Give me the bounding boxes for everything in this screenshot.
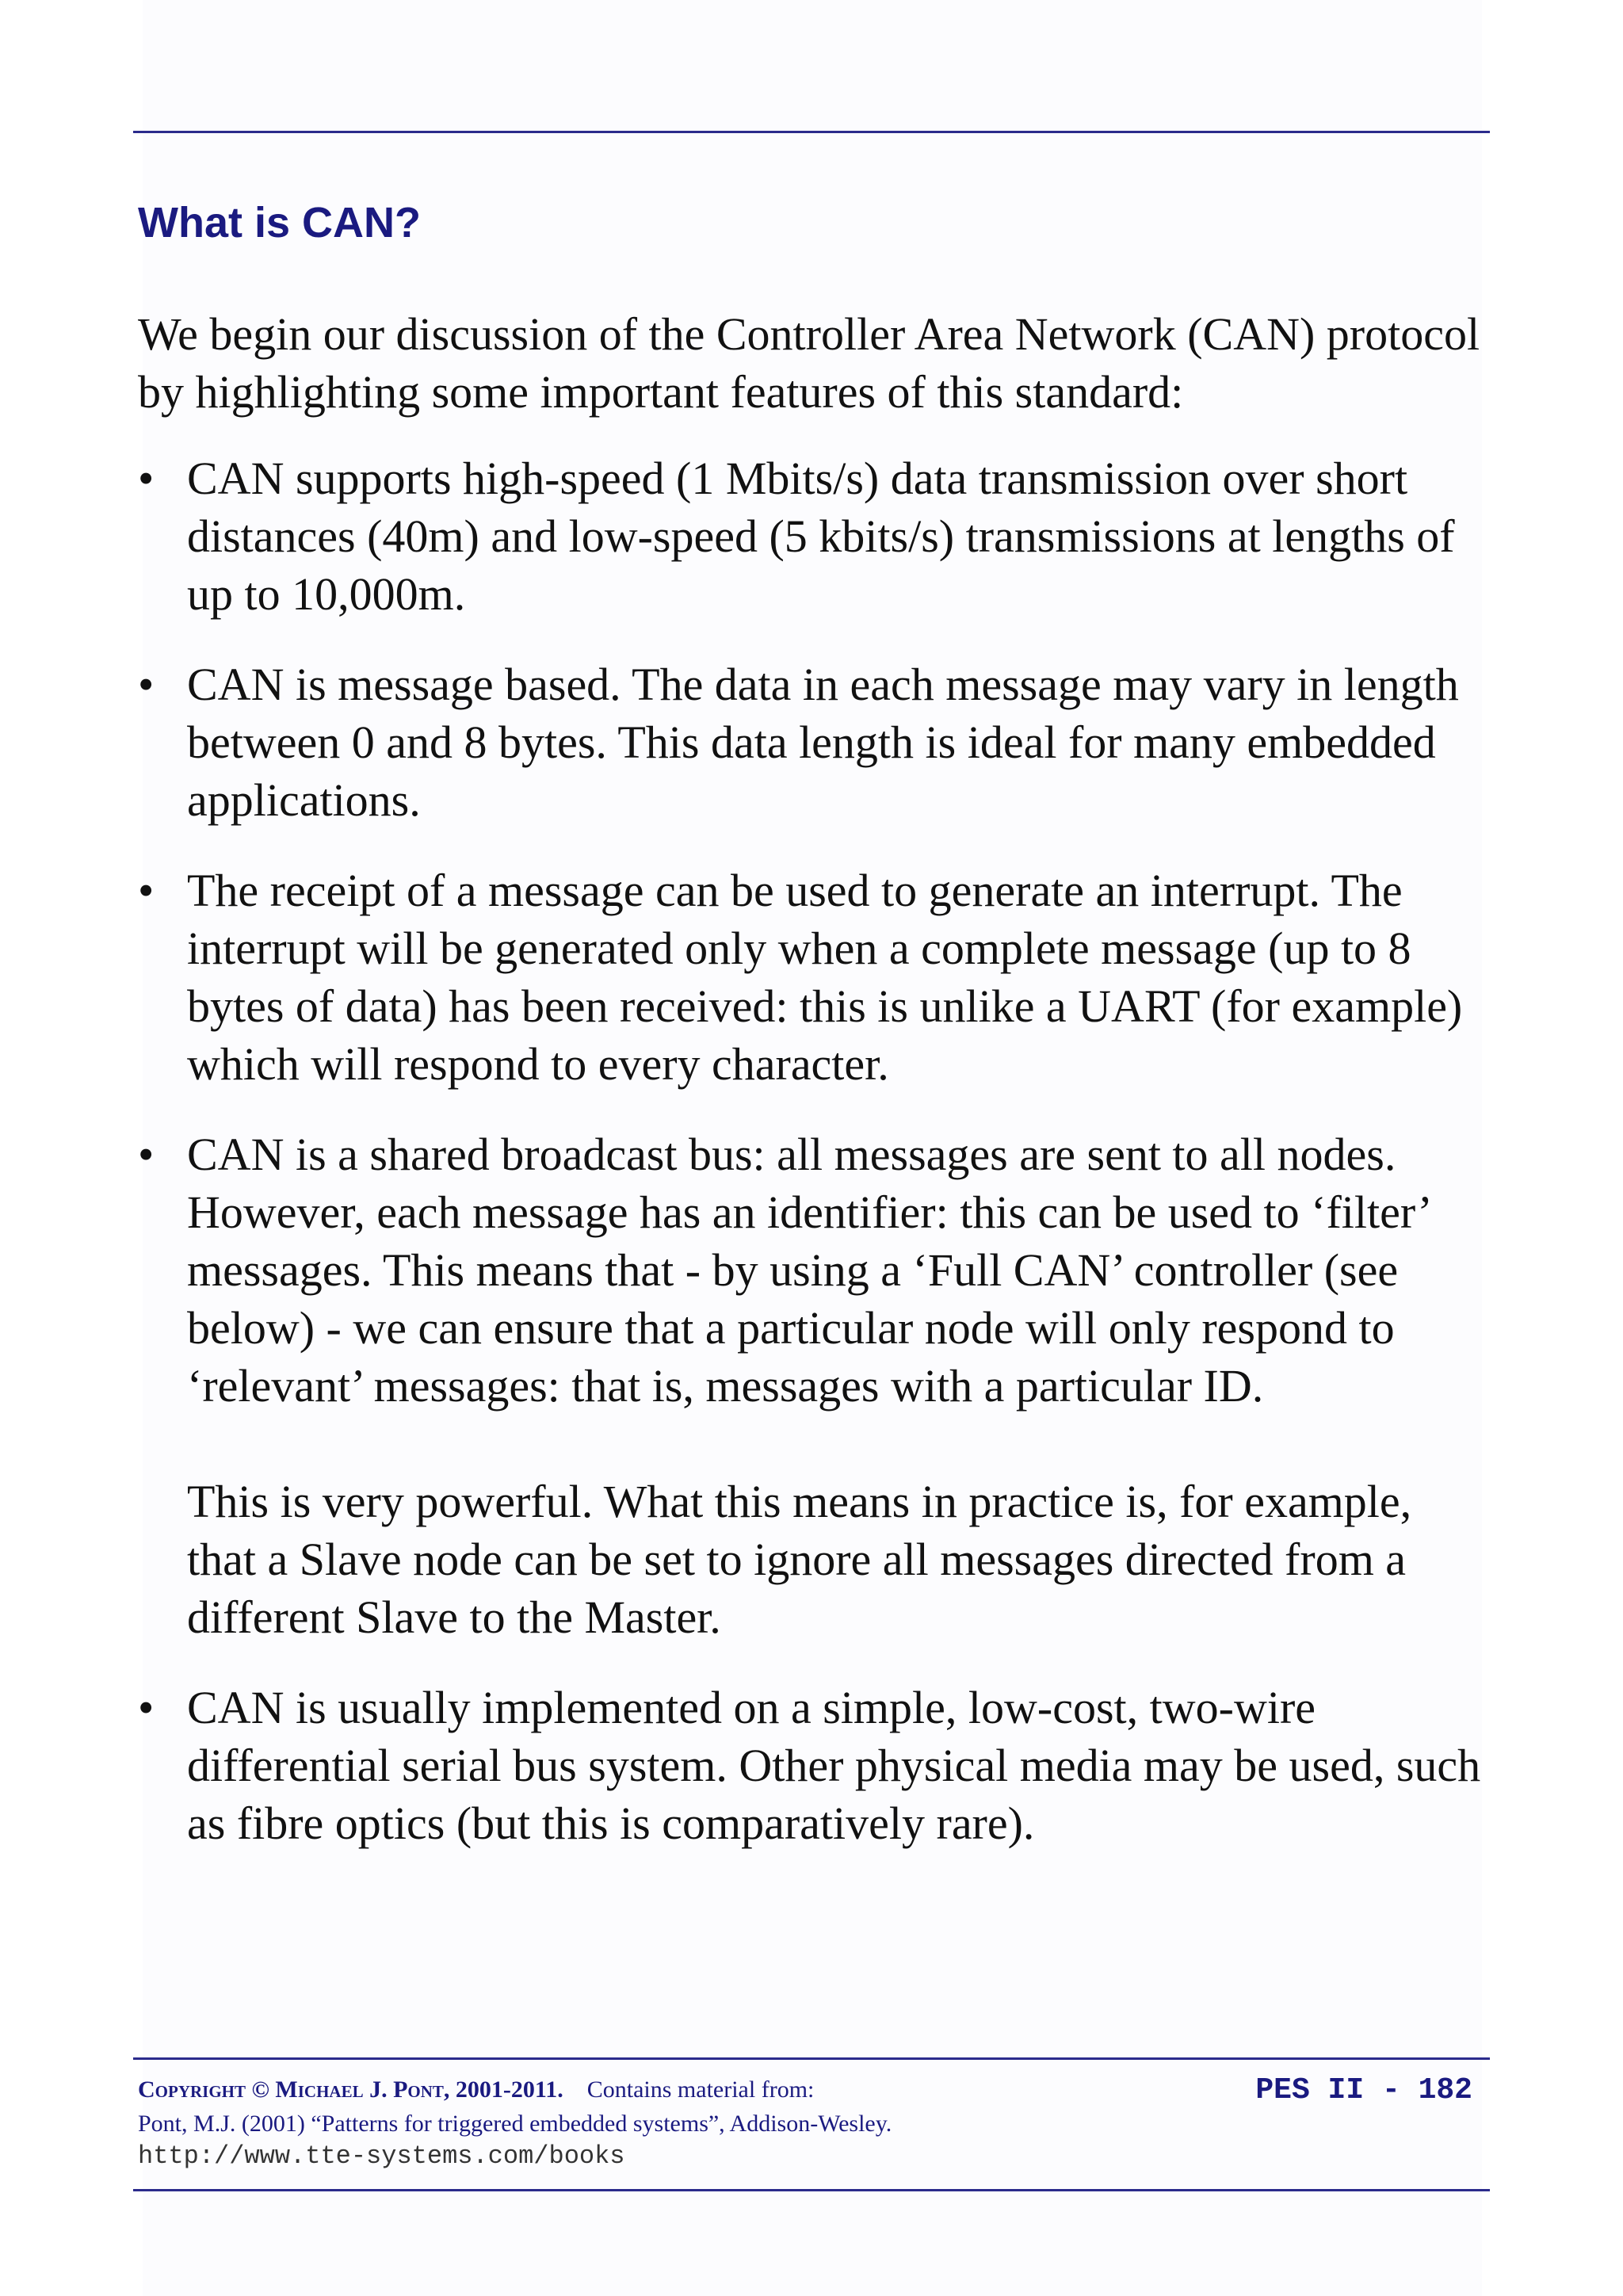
bullet-text: CAN is usually implemented on a simple, low-cost, two-wire differential serial bus system. Other physical media may be used, such as fibre optics (but this is comparatively rare).: [187, 1682, 1481, 1849]
footer-copyright-line: [138, 2074, 814, 2106]
bullet-item: [138, 861, 1485, 1093]
bullet-continuation-text: This is very powerful. What this means in practice is, for example, that a Slave node can be set to ignore all messages directed from a different Slave to the Master.: [187, 1476, 1412, 1643]
bullet-dot-icon: •: [138, 1129, 155, 1180]
footer-top-rule: [133, 2057, 1490, 2060]
bullet-item: [138, 655, 1485, 829]
copyright-notice: Copyright © Michael J. Pont, 2001-2011.: [138, 2076, 563, 2103]
page-title: What is CAN?: [138, 199, 421, 246]
footer-url: http://www.tte-systems.com/books: [138, 2141, 625, 2171]
bullet-item: [138, 449, 1485, 623]
bullet-text: CAN is a shared broadcast bus: all messages are sent to all nodes. However, each message has an identifier: this can be used to ‘filter’ messages. This means that - by using a ‘Full CAN’ controller (see below) - we can ensure that a particular node will only respond to ‘relevant’ messages: that is, messages with a particular ID.: [187, 1129, 1430, 1412]
contains-material-text: Contains material from:: [586, 2076, 815, 2103]
bullet-dot-icon: •: [138, 453, 155, 504]
bullet-text: The receipt of a message can be used to generate an interrupt. The interrupt will be generated only when a complete message (up to 8 bytes of data) has been received: this is unlike a UART (for example) which will respond to every character.: [187, 865, 1463, 1090]
feature-list: [138, 449, 1485, 1852]
intro-paragraph: We begin our discussion of the Controller Area Network (CAN) protocol by highlighting some important features of this standard:: [138, 308, 1480, 418]
bullet-dot-icon: •: [138, 1682, 155, 1733]
footer-citation: Pont, M.J. (2001) “Patterns for triggered embedded systems”, Addison-Wesley.: [138, 2111, 892, 2137]
footer-bottom-rule: [133, 2189, 1490, 2191]
page-number: PES II - 182: [1255, 2073, 1472, 2107]
header-rule: [133, 131, 1490, 133]
bullet-dot-icon: •: [138, 659, 155, 710]
bullet-item: [138, 1125, 1485, 1646]
bullet-text: CAN supports high-speed (1 Mbits/s) data transmission over short distances (40m) and low-speed (5 kbits/s) transmissions at lengths of up to 10,000m.: [187, 453, 1455, 620]
bullet-item: [138, 1679, 1485, 1852]
bullet-dot-icon: •: [138, 865, 155, 916]
bullet-text: CAN is message based. The data in each message may vary in length between 0 and 8 bytes. This data length is ideal for many embedded applications.: [187, 659, 1459, 826]
